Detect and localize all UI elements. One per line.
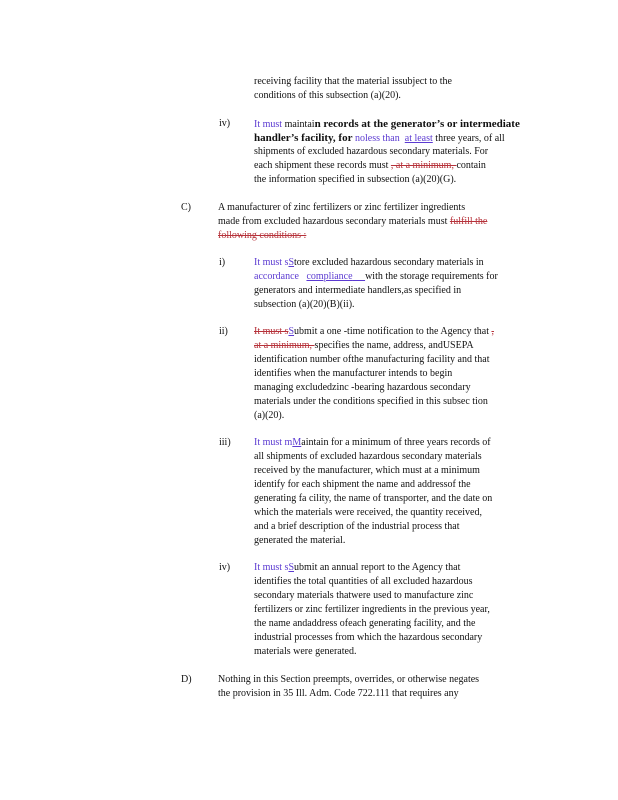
inserted-text: at least	[404, 133, 433, 144]
section-label-c: C)	[181, 202, 191, 213]
item-label-i: i)	[219, 257, 226, 268]
inserted-text: It must	[254, 119, 283, 130]
section-c-line-3	[218, 229, 306, 243]
item-iii-line-3: received by the manufacturer, which must at a minimum	[254, 465, 480, 476]
item-ii-line-6: materials under the conditions specified in this subsec tion	[254, 396, 488, 407]
item-iii-line-1	[254, 436, 491, 450]
inserted-text: It must s	[254, 562, 289, 573]
deleted-text: at a minimum,	[254, 340, 315, 351]
item-iv-line-3: shipments of excluded hazardous secondary materials. For	[254, 146, 489, 157]
item-i-line-2	[254, 270, 498, 284]
item-ii-line-1	[254, 325, 494, 339]
item-iv-line-5: the information specified in subsection (a)(20)(G).	[254, 174, 457, 185]
section-d-line-1: Nothing in this Section preempts, overrides, or otherwise negates	[218, 674, 480, 685]
item-ii-line-5: managing excludedzinc -bearing hazardous secondary	[254, 382, 471, 393]
inserted-text	[353, 271, 366, 282]
inserted-text: S	[288, 257, 295, 268]
inserted-text: M	[292, 437, 302, 448]
text: specifies the name, address, andUSEPA	[314, 340, 474, 351]
item-i-line-4: subsection (a)(20)(B)(ii).	[254, 299, 355, 310]
text: maintai	[282, 119, 315, 130]
text: with the storage requirements for	[365, 271, 498, 282]
continuation-line-1: receiving facility that the material issubject to the	[254, 76, 452, 87]
item-i-line-3: generators and intermediate handlers,as specified in	[254, 285, 462, 296]
deleted-text: following conditions :	[218, 230, 307, 241]
item-i-line-1	[254, 256, 484, 270]
item-iv-b-line-2: identifies the total quantities of all excluded hazardous	[254, 576, 473, 587]
item-iii-line-6: which the materials were received, the quantity received,	[254, 507, 482, 518]
inserted-text: It must m	[254, 437, 293, 448]
item-ii-line-7: (a)(20).	[254, 410, 285, 421]
text: ubmit a one -time notification to the Agency that	[294, 326, 492, 337]
deleted-text: It must s	[254, 326, 289, 337]
inserted-text: noless than	[355, 133, 400, 144]
section-c-line-1: A manufacturer of zinc fertilizers or zinc fertilizer ingredients	[218, 202, 466, 213]
text: handler’s facility, for	[254, 132, 356, 144]
item-label-iv: iv)	[219, 118, 231, 129]
item-iv-b-line-3: secondary materials thatwere used to manufacture zinc	[254, 590, 474, 601]
item-iv-line-2	[254, 131, 505, 146]
item-iv-b-line-6: industrial processes from which the hazardous secondary	[254, 632, 483, 643]
text: n records at the generator’s or intermediate	[314, 118, 520, 130]
item-iv-b-line-1	[254, 561, 460, 575]
item-iii-line-2: all shipments of excluded hazardous secondary materials	[254, 451, 482, 462]
item-ii-line-3: identification number ofthe manufacturing facility and that	[254, 354, 490, 365]
section-d-line-2: the provision in 35 Ill. Adm. Code 722.111 that requires any	[218, 688, 459, 699]
text: each shipment these records must	[254, 160, 391, 171]
text: ubmit an annual report to the Agency that	[294, 562, 461, 573]
item-label-iv: iv)	[219, 562, 231, 573]
item-iv-line-4	[254, 159, 486, 173]
item-ii-line-4: identifies when the manufacturer intends to begin	[254, 368, 453, 379]
text: made from excluded hazardous secondary materials must	[218, 216, 450, 227]
section-label-d: D)	[181, 674, 192, 685]
continuation-line-2: conditions of this subsection (a)(20).	[254, 90, 401, 101]
text: aintain for a minimum of three years records of	[301, 437, 491, 448]
item-label-iii: iii)	[219, 437, 231, 448]
item-ii-line-2	[254, 339, 474, 353]
item-iii-line-4: identify for each shipment the name and addressof the	[254, 479, 471, 490]
inserted-text: S	[288, 326, 295, 337]
inserted-text: accordance	[254, 271, 299, 282]
deleted-text: ,	[491, 326, 494, 337]
text: three years, of all	[432, 133, 505, 144]
item-label-ii: ii)	[219, 326, 228, 337]
item-iv-b-line-7: materials were generated.	[254, 646, 357, 657]
item-iii-line-7: and a brief description of the industrial process that	[254, 521, 460, 532]
item-iii-line-5: generating fa cility, the name of transporter, and the date on	[254, 493, 493, 504]
item-iv-line-1	[254, 117, 520, 132]
text: tore excluded hazardous secondary materials in	[294, 257, 484, 268]
item-iv-b-line-4: fertilizers or zinc fertilizer ingredients in the previous year,	[254, 604, 490, 615]
section-c-line-2	[218, 215, 487, 229]
deleted-text: fulfill the	[449, 216, 488, 227]
inserted-text: It must s	[254, 257, 289, 268]
inserted-text: compliance	[306, 271, 353, 282]
item-iv-b-line-5: the name andaddress ofeach generating facility, and the	[254, 618, 476, 629]
item-iii-line-8: generated the material.	[254, 535, 346, 546]
deleted-text: , at a minimum,	[390, 160, 457, 171]
text: contain	[456, 160, 486, 171]
inserted-text: S	[288, 562, 295, 573]
